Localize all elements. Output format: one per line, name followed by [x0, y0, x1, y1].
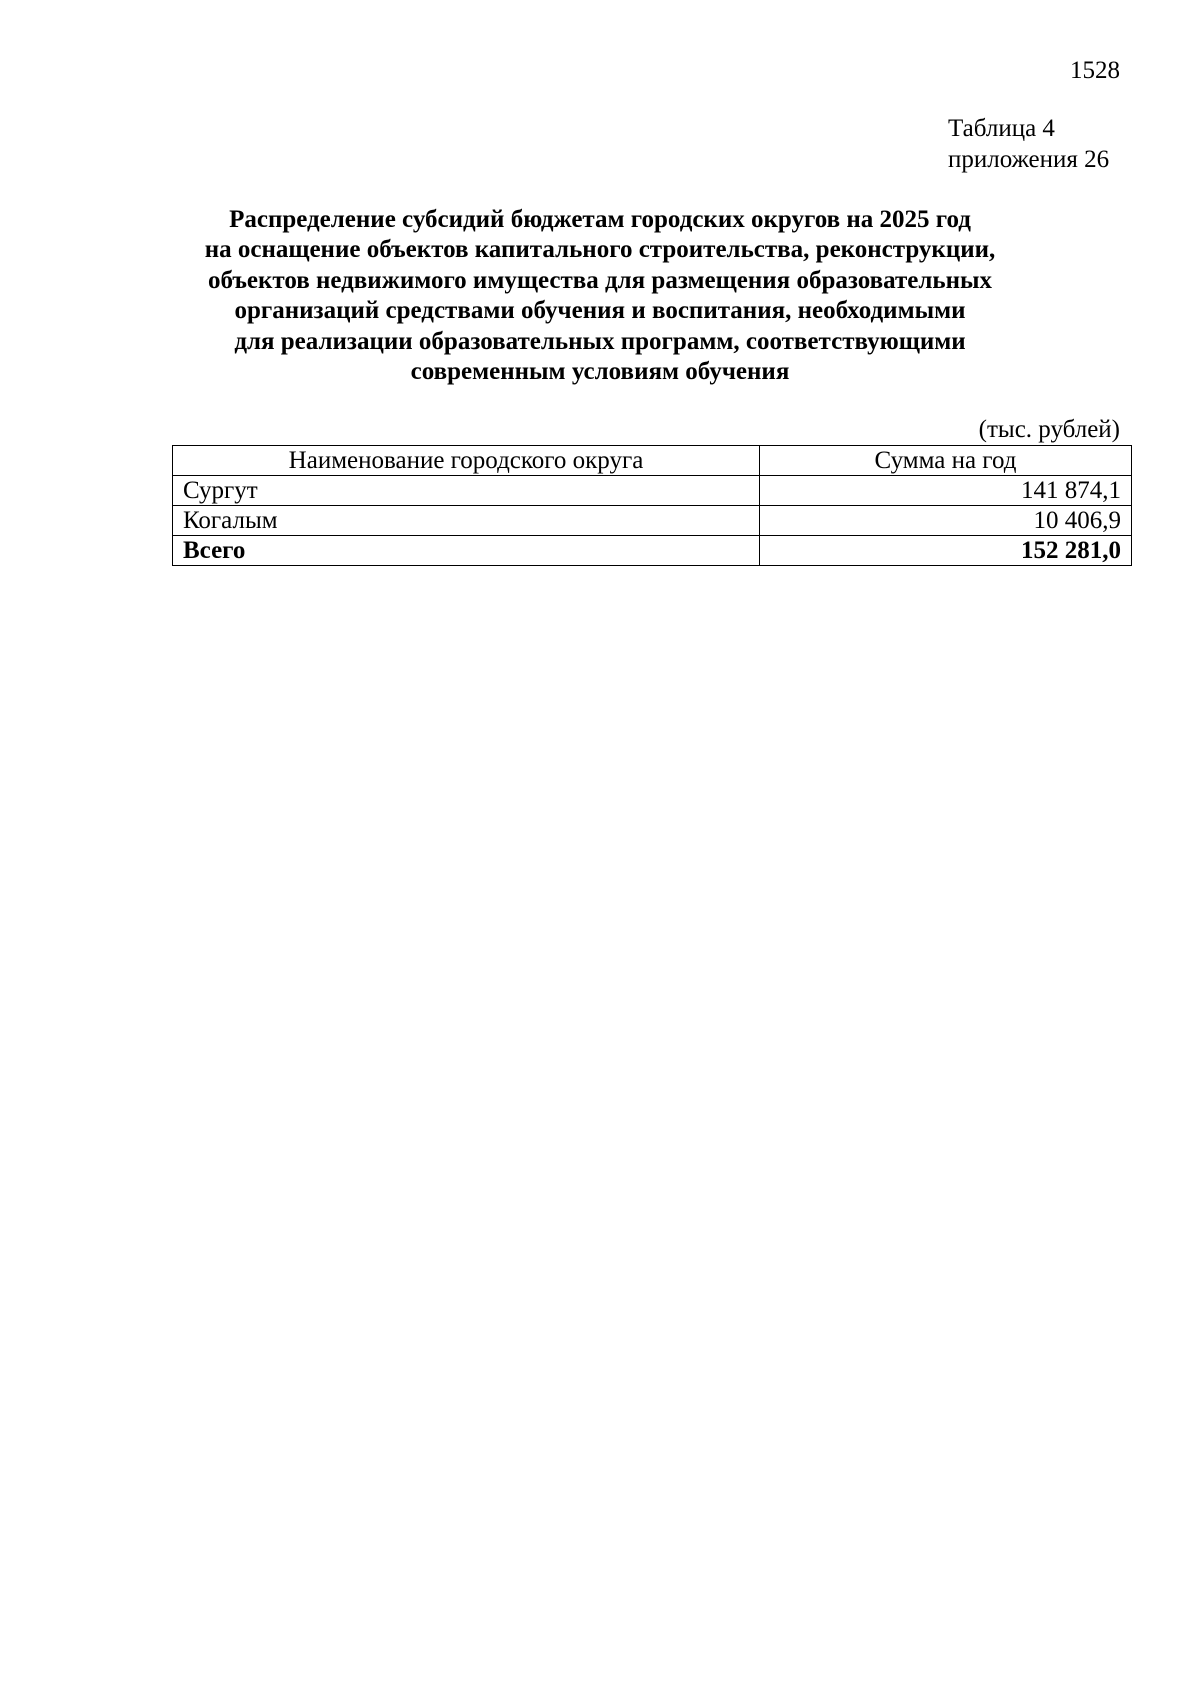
title-line-1: Распределение субсидий бюджетам городских округов на 2025 год	[229, 206, 971, 233]
document-title	[160, 205, 1040, 387]
table-reference	[900, 113, 1120, 175]
table-total-row	[173, 536, 1132, 566]
table-ref-line-1: Таблица 4	[948, 115, 1055, 142]
page-number: 1528	[1070, 57, 1120, 84]
table-ref-line-2: приложения 26	[948, 146, 1110, 173]
total-label-cell: Всего	[173, 536, 760, 566]
title-line-2: на оснащение объектов капитального строительства, реконструкции,	[204, 236, 996, 264]
annual-sum-cell: 10 406,9	[760, 506, 1132, 536]
title-line-6: современным условиям обучения	[410, 358, 790, 386]
annual-sum-cell: 141 874,1	[760, 476, 1132, 506]
header-district-name: Наименование городского округа	[173, 446, 760, 476]
title-line-4: организаций средствами обучения и воспитания, необходимыми	[234, 297, 966, 325]
table-header-row	[173, 446, 1132, 476]
table-row	[173, 506, 1132, 536]
table-row	[173, 476, 1132, 506]
district-name-cell: Когалым	[173, 506, 760, 536]
title-line-3: объектов недвижимого имущества для размещения образовательных	[207, 266, 993, 294]
subsidy-table	[172, 445, 1132, 566]
title-line-5: для реализации образовательных программ, соответствующими	[234, 327, 966, 355]
total-sum-cell: 152 281,0	[760, 536, 1132, 566]
district-name-cell: Сургут	[173, 476, 760, 506]
header-annual-sum: Сумма на год	[760, 446, 1132, 476]
units-label: (тыс. рублей)	[978, 416, 1120, 443]
